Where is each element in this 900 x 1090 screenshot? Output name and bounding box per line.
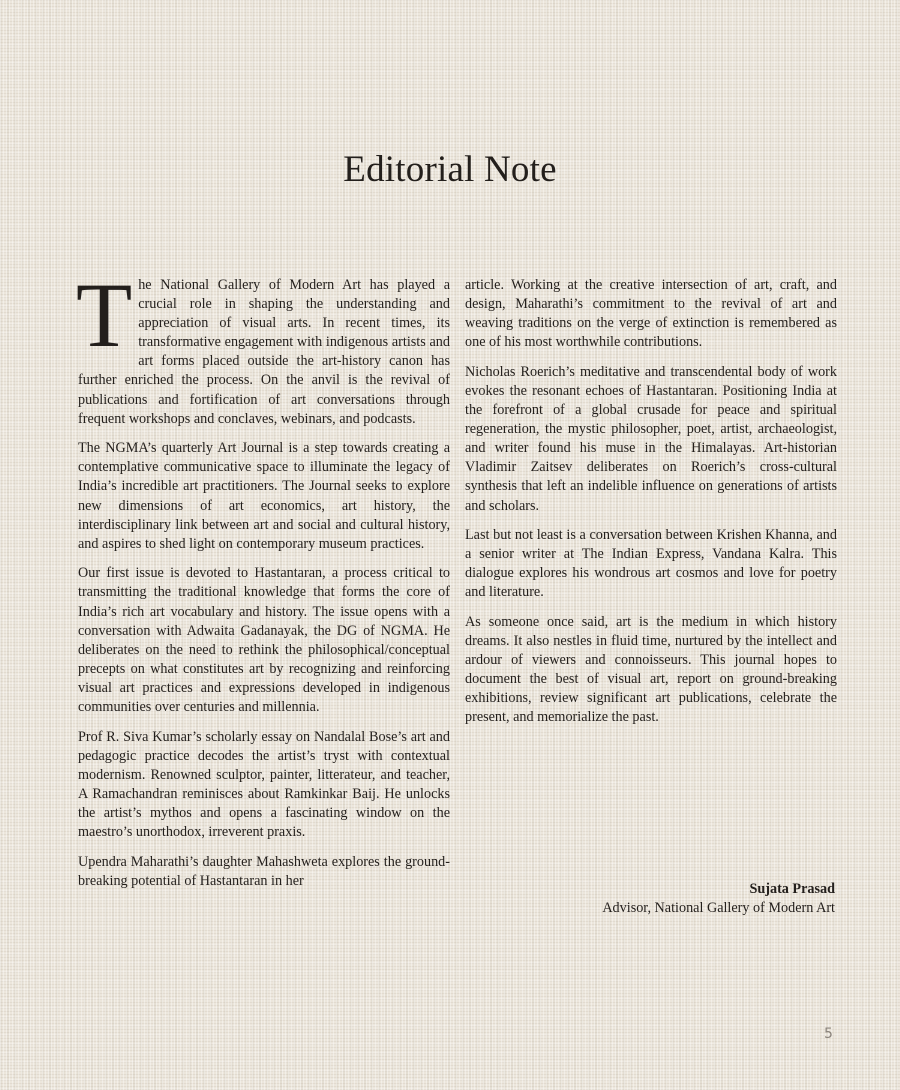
signatory-name: Sujata Prasad [749, 881, 835, 897]
signature-block [602, 880, 835, 918]
drop-cap: T [76, 264, 133, 366]
page-title: Editorial Note [343, 149, 557, 190]
paragraph: Last but not least is a conversation between Krishen Khanna, and a senior writer at The Indian Express, Vandana Kalra. This dialogue explores his wondrous art cosmos and love for poetry and literature. [465, 527, 837, 601]
left-column [76, 264, 450, 901]
paragraph: Upendra Maharathi’s daughter Mahashweta explores the ground-breaking potential of Hastantaran in her [78, 853, 450, 889]
signatory-role: Advisor, National Gallery of Modern Art [602, 900, 835, 916]
paragraph: Our first issue is devoted to Hastantaran, a process critical to transmitting the traditional knowledge that forms the core of India’s rich art vocabulary and history. The issue opens with a conversation with Adwaita Gadanayak, the DG of NGMA. He deliberates on the need to rethink the philosophical/conceptual precepts on what constitutes art by recognizing and reinforcing visual art practices and expressions developed in indigenous communities over centuries and millennia. [78, 565, 450, 715]
right-column [465, 276, 837, 738]
paragraph: The NGMA’s quarterly Art Journal is a step towards creating a contemplative communicative space to illuminate the legacy of India’s incredible art practitioners. The Journal seeks to explore new dimensions of art economics, art history, the interdisciplinary link between art and social and cultural history, and aspires to shed light on contemporary museum practices. [78, 440, 450, 552]
paragraph: As someone once said, art is the medium in which history dreams. It also nestles in fluid time, nurtured by the intellect and ardour of viewers and connoisseurs. This journal hopes to document the best of visual art, report on ground-breaking exhibitions, review significant art publications, celebrate the present, and memorialize the past. [465, 614, 837, 726]
paragraph: Prof R. Siva Kumar’s scholarly essay on Nandalal Bose’s art and pedagogic practice decodes the artist’s tryst with contextual modernism. Renowned sculptor, painter, litterateur, and teacher, A Ramachandran reminisces about Ramkinkar Baij. He unlocks the artist’s mythos and opens a fascinating window on the maestro’s unorthodox, irreverent praxis. [78, 728, 450, 841]
paragraph [76, 264, 450, 429]
paragraph-text: he National Gallery of Modern Art has played a crucial role in shaping the understanding and appreciation of visual arts. In recent times, its transformative engagement with indigenous artists and art forms placed outside the art-history canon has further enriched the process. On the anvil is the revival of publications and fortification of art conversations through frequent workshops and conclaves, webinars, and podcasts. [78, 277, 450, 427]
paragraph: Nicholas Roerich’s meditative and transcendental body of work evokes the resonant echoes of Hastantaran. Positioning India at the forefront of a global crusade for peace and spiritual regeneration, the mystic philosopher, poet, artist, archaeologist, and writer found his muse in the Himalayas. Art-historian Vladimir Zaitsev deliberates on Roerich’s cross-cultural synthesis that left an indelible influence on generations of artists and scholars. [465, 363, 837, 514]
paragraph: article. Working at the creative intersection of art, craft, and design, Maharathi’s commitment to the revival of art and weaving traditions on the verge of extinction is remembered as one of his most worthwhile contributions. [465, 277, 837, 351]
page-number: 5 [824, 1026, 833, 1042]
